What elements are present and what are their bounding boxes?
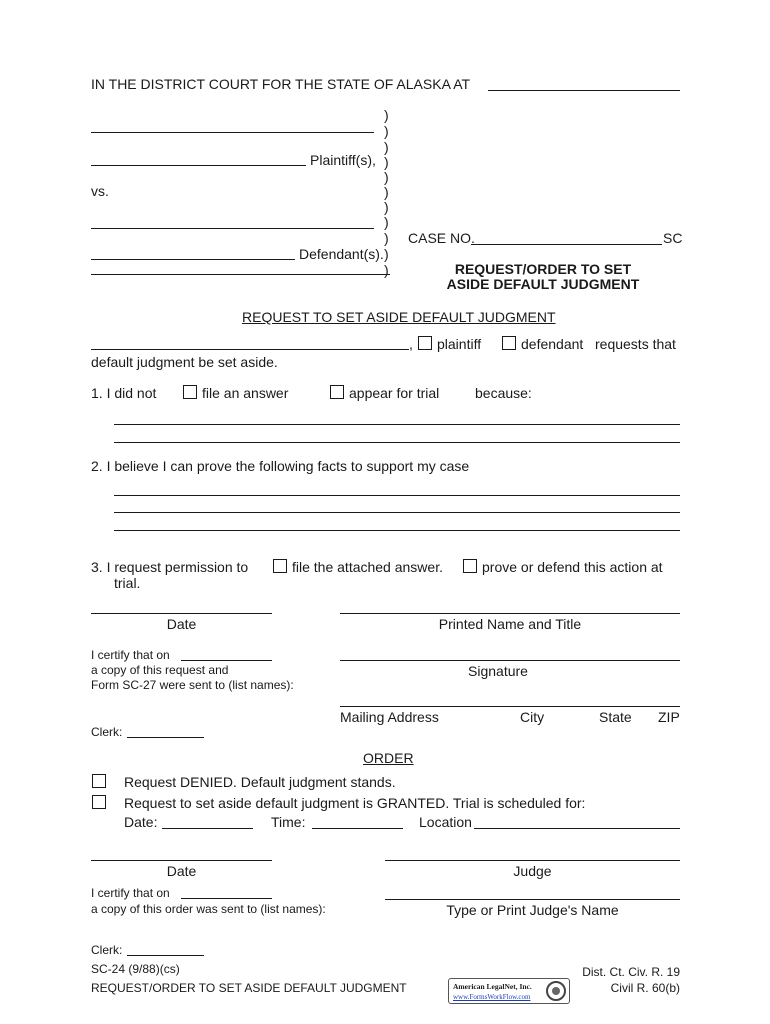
city-label: City [520,709,545,725]
order-date-label: Date [166,863,197,879]
rule-citation-2: Civil R. 60(b) [610,981,680,995]
judge-name-label: Type or Print Judge's Name [446,902,619,918]
logo-url[interactable]: www.FormsWorkFlow.com [453,993,531,1001]
judge-label: Judge [513,863,552,879]
order-certify-date-field[interactable] [181,898,272,899]
publisher-logo [448,978,570,1004]
request-continuation: default judgment be set aside. [91,354,278,370]
request-heading: REQUEST TO SET ASIDE DEFAULT JUDGMENT [242,309,556,325]
item2-text: 2. I believe I can prove the following facts to support my case [91,458,470,474]
printed-name-field[interactable] [340,613,680,614]
vs-label: vs. [91,183,109,199]
reason-line-2[interactable] [114,442,680,443]
because-label: because: [475,385,532,401]
item1-prefix: 1. I did not [91,385,157,401]
trial-time-field[interactable] [312,828,403,829]
certify-line3: Form SC-27 were sent to (list names): [91,678,294,692]
denied-label: Request DENIED. Default judgment stands. [124,774,396,790]
mailing-address-field[interactable] [340,706,680,707]
printed-name-label: Printed Name and Title [438,616,582,632]
appear-trial-label: appear for trial [349,385,440,401]
requester-name-field[interactable] [91,349,409,350]
mailing-address-label: Mailing Address [340,709,439,725]
certify-on-label: I certify that on [91,648,170,662]
trial-location-field[interactable] [474,828,680,829]
granted-checkbox[interactable] [92,795,106,809]
case-no-label: CASE NO. [408,230,475,246]
granted-label: Request to set aside default judgment is GRANTED. Trial is scheduled for: [124,795,586,811]
signature-label: Signature [468,663,528,679]
court-title: IN THE DISTRICT COURT FOR THE STATE OF ALASKA AT [91,76,471,92]
defendant-name-field-1[interactable] [91,228,374,229]
trial-date-label: Date: [124,814,158,830]
plaintiff-name-field-2[interactable] [91,165,306,166]
plaintiff-option-label: plaintiff [437,336,482,352]
defendant-label: Defendant(s). [299,246,384,262]
facts-line-2[interactable] [114,512,680,513]
form-code: SC-24 (9/88)(cs) [91,962,180,976]
trial-location-label: Location [419,814,472,830]
case-suffix: SC [663,230,683,246]
requests-that-text: requests that [595,336,676,352]
file-answer-label: file an answer [202,385,289,401]
file-answer-checkbox[interactable] [183,385,197,399]
court-location-field[interactable] [488,90,680,91]
facts-line-1[interactable] [114,495,680,496]
judge-signature-field[interactable] [385,860,680,861]
defendant-option-label: defendant [521,336,584,352]
trial-date-field[interactable] [162,828,253,829]
reason-line-1[interactable] [114,424,680,425]
rule-citation-1: Dist. Ct. Civ. R. 19 [582,965,680,979]
appear-trial-checkbox[interactable] [330,385,344,399]
signature-field[interactable] [340,660,680,661]
order-certify-on-label: I certify that on [91,886,170,900]
order-clerk-field[interactable] [127,955,204,956]
order-certify-line2: a copy of this order was sent to (list names): [91,902,326,916]
defendant-checkbox[interactable] [502,336,516,350]
request-date-field[interactable] [91,613,272,614]
certify-date-field[interactable] [181,660,272,661]
judge-name-field[interactable] [385,899,680,900]
plaintiff-label: Plaintiff(s), [310,152,376,168]
certify-line2: a copy of this request and [91,663,229,677]
clerk-field[interactable] [127,737,204,738]
case-no-field[interactable] [471,244,662,245]
item3-prefix: 3. I request permission to [91,559,249,575]
seal-icon [546,981,566,1001]
order-date-field[interactable] [91,860,272,861]
form-title-line2: ASIDE DEFAULT JUDGMENT [446,276,640,292]
attached-answer-checkbox[interactable] [273,559,287,573]
logo-text: American LegalNet, Inc. [453,982,532,991]
facts-line-3[interactable] [114,530,680,531]
zip-label: ZIP [658,709,680,725]
form-name: REQUEST/ORDER TO SET ASIDE DEFAULT JUDGMENT [91,981,407,995]
defendant-name-field-2[interactable] [91,259,295,260]
requester-comma: , [409,336,413,352]
plaintiff-checkbox[interactable] [418,336,432,350]
order-clerk-label: Clerk: [91,943,123,957]
trial-time-label: Time: [271,814,306,830]
prove-defend-checkbox[interactable] [463,559,477,573]
clerk-label: Clerk: [91,725,123,739]
plaintiff-name-field-1[interactable] [91,132,374,133]
item3-continuation: trial. [114,575,141,591]
caption-bottom-rule [91,274,390,275]
request-date-label: Date [166,616,197,632]
prove-defend-label: prove or defend this action at [482,559,663,575]
denied-checkbox[interactable] [92,774,106,788]
attached-answer-label: file the attached answer. [292,559,443,575]
form-title-line1: REQUEST/ORDER TO SET [454,261,632,277]
state-label: State [599,709,632,725]
order-heading: ORDER [363,750,414,766]
